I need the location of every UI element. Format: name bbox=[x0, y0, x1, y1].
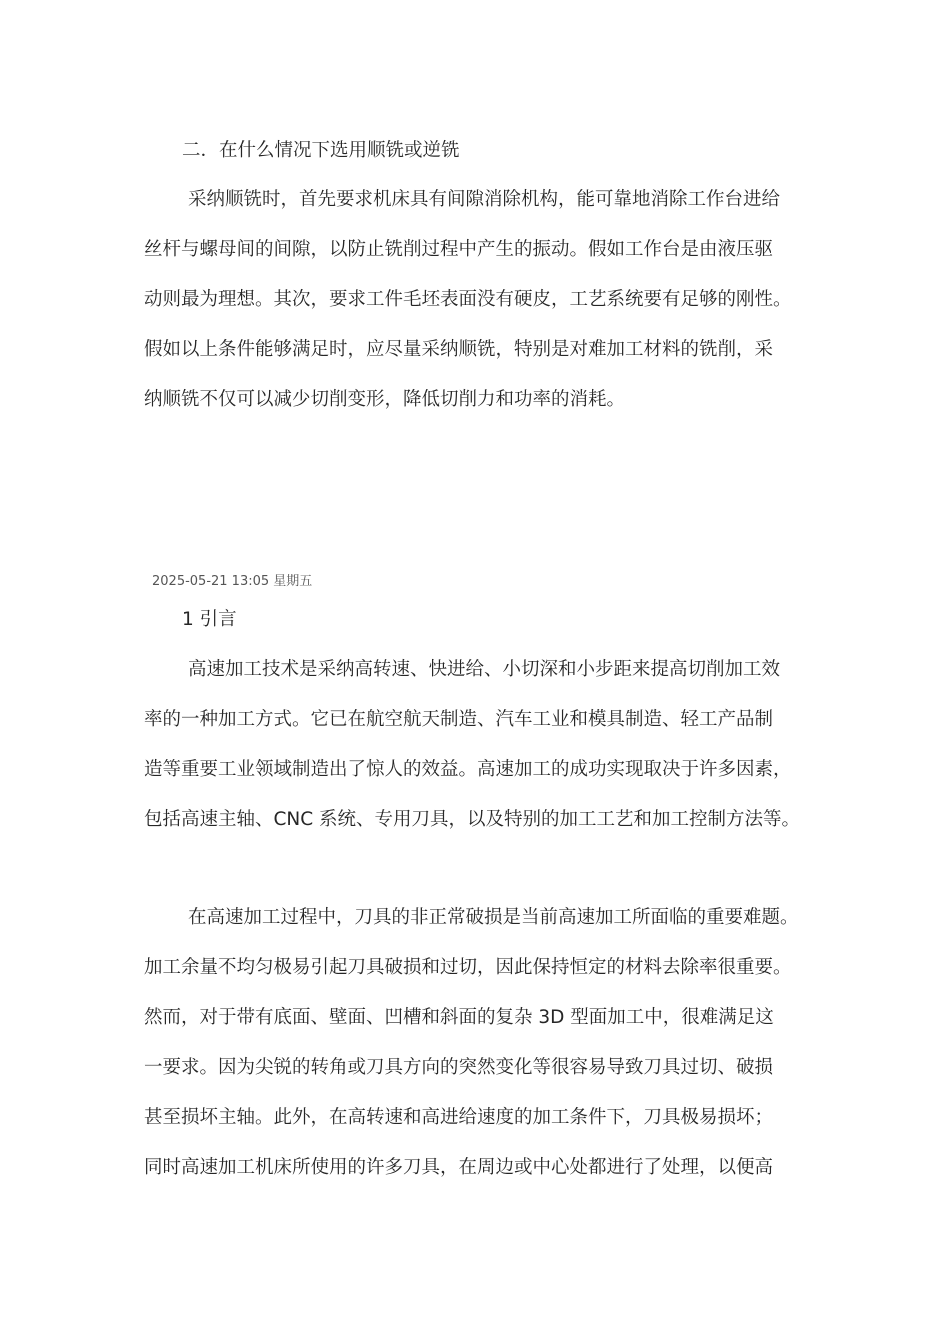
post-timestamp: 2025-05-21 13:05 星期五 bbox=[152, 574, 313, 589]
paragraph-line: 率的一种加工方式。它已在航空航天制造、汽车工业和模具制造、轻工产品制 bbox=[144, 709, 774, 730]
paragraph-line: 高速加工技术是采纳高转速、快进给、小切深和小步距来提高切削加工效 bbox=[188, 659, 781, 680]
paragraph-line: 然而，对于带有底面、壁面、凹槽和斜面的复杂 3D 型面加工中，很难满足这 bbox=[144, 1007, 774, 1028]
section-heading-milling: 二．在什么情况下选用顺铣或逆铣 bbox=[182, 140, 460, 161]
paragraph-line: 动则最为理想。其次，要求工件毛坯表面没有硬皮，工艺系统要有足够的刚性。 bbox=[144, 289, 792, 310]
paragraph-line: 造等重要工业领域制造出了惊人的效益。高速加工的成功实现取决于许多因素， bbox=[144, 759, 792, 780]
paragraph-line: 丝杆与螺母间的间隙，以防止铣削过程中产生的振动。假如工作台是由液压驱 bbox=[144, 239, 774, 260]
paragraph-line: 同时高速加工机床所使用的许多刀具，在周边或中心处都进行了处理，以便高 bbox=[144, 1157, 774, 1178]
paragraph-line: 假如以上条件能够满足时，应尽量采纳顺铣，特别是对难加工材料的铣削，采 bbox=[144, 339, 774, 360]
paragraph-line: 纳顺铣不仅可以减少切削变形，降低切削力和功率的消耗。 bbox=[144, 389, 626, 410]
paragraph-line: 在高速加工过程中，刀具的非正常破损是当前高速加工所面临的重要难题。 bbox=[188, 907, 799, 928]
section-heading-introduction: 1 引言 bbox=[182, 609, 237, 630]
paragraph-line: 一要求。因为尖锐的转角或刀具方向的突然变化等很容易导致刀具过切、破损 bbox=[144, 1057, 774, 1078]
paragraph-line: 采纳顺铣时，首先要求机床具有间隙消除机构，能可靠地消除工作台进给 bbox=[188, 189, 781, 210]
paragraph-line: 包括高速主轴、CNC 系统、专用刀具，以及特别的加工工艺和加工控制方法等。 bbox=[144, 809, 801, 830]
paragraph-line: 甚至损坏主轴。此外，在高转速和高进给速度的加工条件下，刀具极易损坏； bbox=[144, 1107, 774, 1128]
paragraph-line: 加工余量不均匀极易引起刀具破损和过切，因此保持恒定的材料去除率很重要。 bbox=[144, 957, 792, 978]
